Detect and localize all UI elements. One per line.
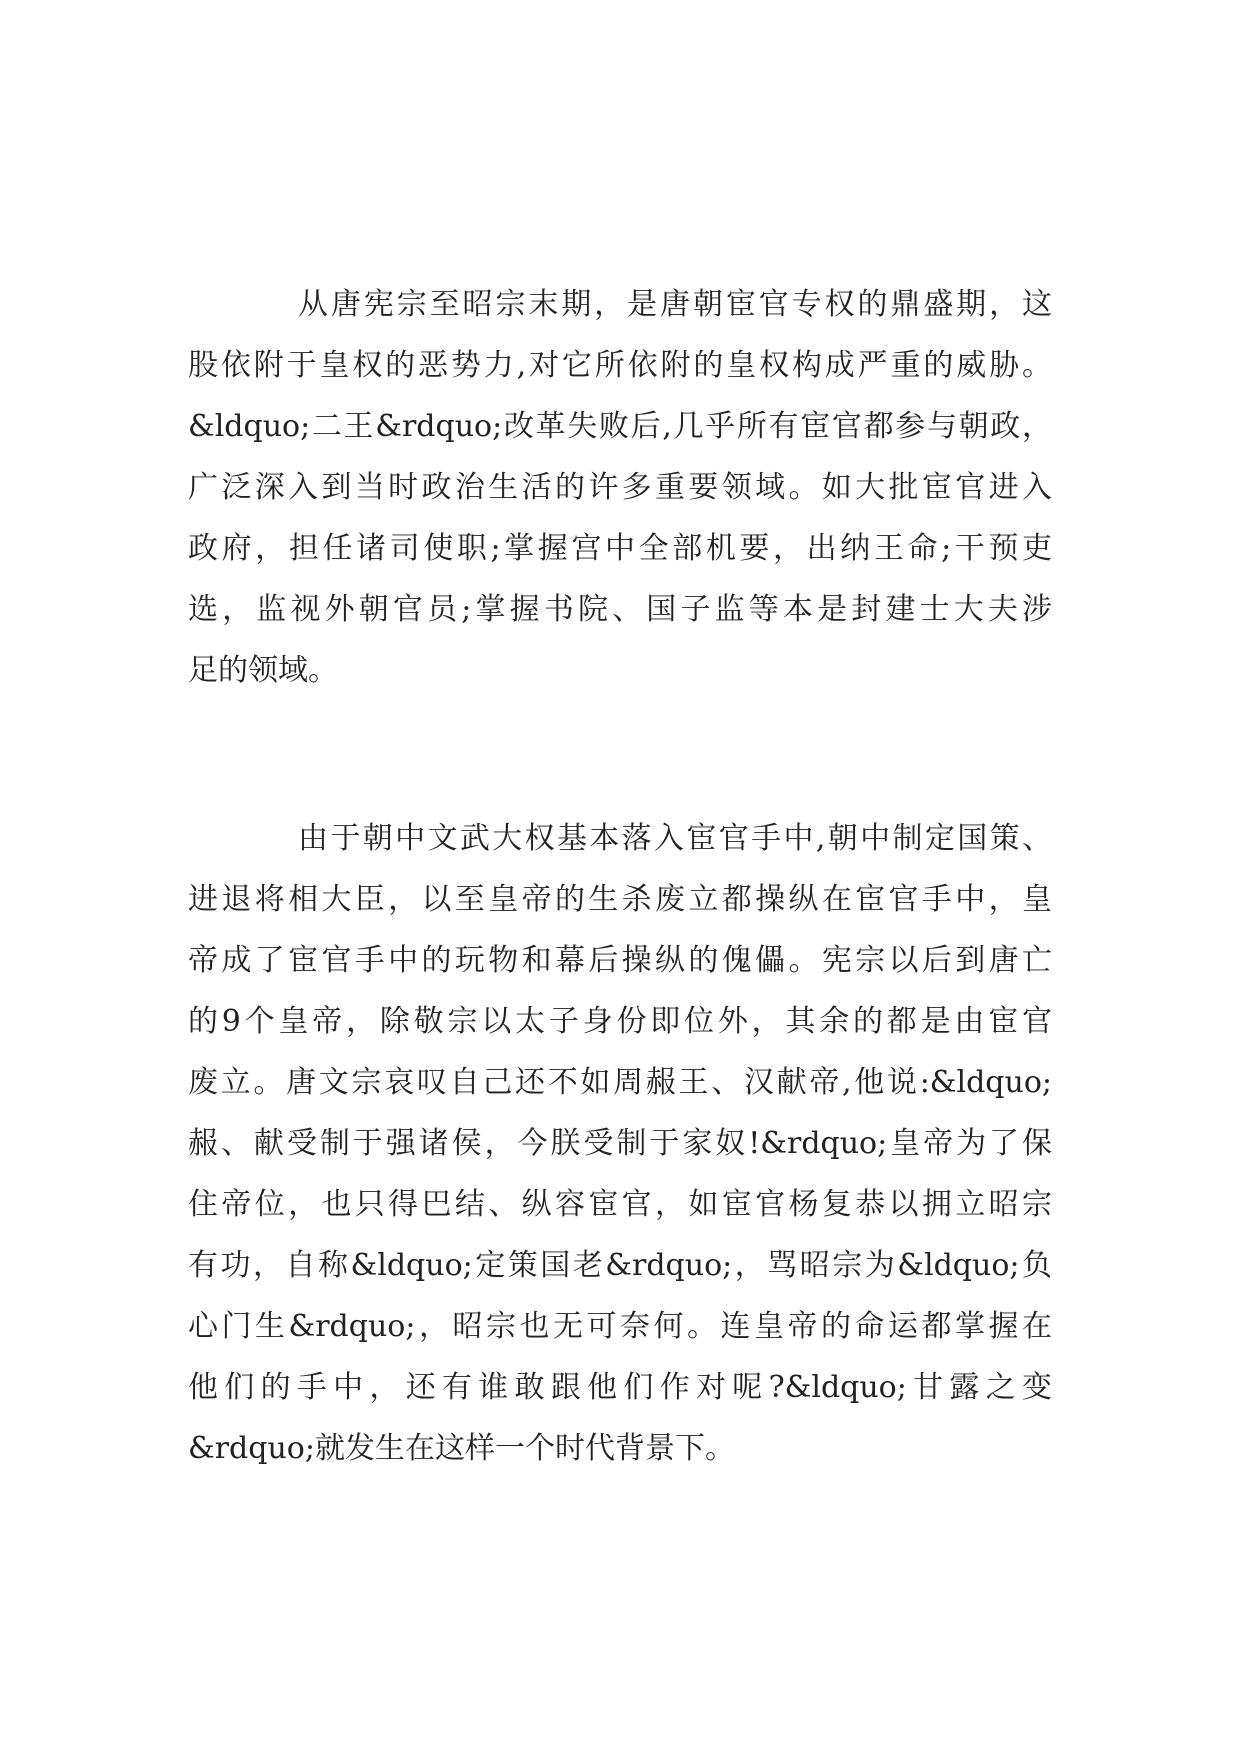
paragraph-line: 股依附于皇权的恶势力,对它所依附的皇权构成严重的威胁。 — [188, 348, 1052, 383]
paragraph-line: 的9个皇帝，除敬宗以太子身份即位外，其余的都是由宦官 — [188, 1004, 1052, 1039]
paragraph-line: 赧、献受制于强诸侯，今朕受制于家奴!&rdquo;皇帝为了保 — [188, 1126, 1052, 1161]
paragraph-line: 广泛深入到当时政治生活的许多重要领域。如大批宦官进入 — [188, 470, 1052, 505]
paragraph-line: 从唐宪宗至昭宗末期，是唐朝宦官专权的鼎盛期，这 — [298, 287, 1052, 322]
paragraph-line: 由于朝中文武大权基本落入宦官手中,朝中制定国策、 — [298, 821, 1052, 856]
paragraph-1 — [188, 274, 1052, 701]
paragraph-line: 帝成了宦官手中的玩物和幕后操纵的傀儡。宪宗以后到唐亡 — [188, 943, 1052, 978]
paragraph-line: 住帝位，也只得巴结、纵容宦官，如宦官杨复恭以拥立昭宗 — [188, 1187, 1052, 1222]
paragraph-line: 选，监视外朝官员;掌握书院、国子监等本是封建士大夫涉 — [188, 592, 1052, 627]
paragraph-2 — [188, 808, 1052, 1479]
paragraph-line: 足的领域。 — [188, 653, 338, 688]
paragraph-line: 政府，担任诸司使职;掌握宫中全部机要，出纳王命;干预吏 — [188, 531, 1052, 566]
paragraph-line: 废立。唐文宗哀叹自己还不如周赧王、汉献帝,他说:&ldquo; — [188, 1065, 1052, 1100]
paragraph-line: &ldquo;二王&rdquo;改革失败后,几乎所有宦官都参与朝政， — [188, 409, 1052, 444]
paragraph-line: &rdquo;就发生在这样一个时代背景下。 — [188, 1431, 735, 1466]
paragraph-line: 有功，自称&ldquo;定策国老&rdquo;，骂昭宗为&ldquo;负 — [188, 1248, 1052, 1283]
paragraph-line: 进退将相大臣，以至皇帝的生杀废立都操纵在宦官手中，皇 — [188, 882, 1052, 917]
paragraph-line: 他们的手中，还有谁敢跟他们作对呢?&ldquo;甘露之变 — [188, 1370, 1052, 1405]
paragraph-line: 心门生&rdquo;，昭宗也无可奈何。连皇帝的命运都掌握在 — [188, 1309, 1052, 1344]
